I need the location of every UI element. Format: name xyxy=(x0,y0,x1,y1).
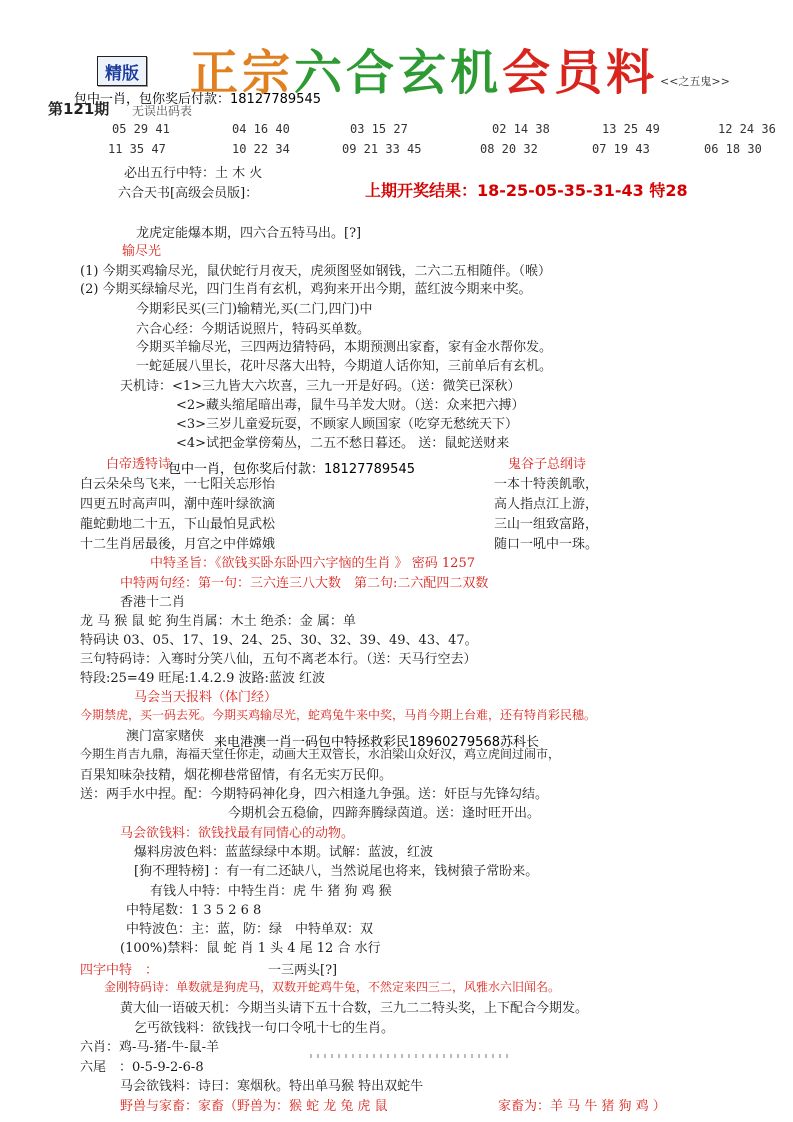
text-line: <3>三岁儿童爱玩耍，不顾家人顾国家（吃穿无愁统天下） xyxy=(176,417,519,432)
text-line: (100%)禁料：鼠 蛇 肖 1 头 4 尾 12 合 水行 xyxy=(120,941,381,956)
title-char: 料 xyxy=(606,45,659,101)
section-heading: 四字中特 ： xyxy=(80,963,159,978)
text-line: 六肖：鸡-马-猪-牛-鼠-羊 xyxy=(80,1040,219,1055)
poem-line: 四更五时高声叫，潮中莲叶绿欲滴 xyxy=(80,497,276,512)
ad-text: 包中一肖，包你奖后付款：18127789545 xyxy=(168,462,415,477)
number-group: 12 24 36 xyxy=(718,122,776,136)
ad-text: 包中一肖，包你奖后付款：18127789545 xyxy=(74,92,321,107)
subtitle: <<之五鬼>> xyxy=(660,75,730,88)
number-group: 09 21 33 45 xyxy=(342,142,422,156)
text-line: 金刚特码诗：单数就是狗虎马，双数开蛇鸡牛兔，不然定来四三二，风雅水六旧闻名。 xyxy=(104,980,561,994)
number-group: 13 25 49 xyxy=(602,122,660,136)
poem-line: 三山一组致富路， xyxy=(494,517,599,532)
text-line: 中特波色：主：蓝，防：绿 中特单双：双 xyxy=(126,922,374,937)
poem-line: 一本十特羡飢歌， xyxy=(494,477,599,492)
text-line: 一蛇延展八里长，花叶尽落大出特，今期道人话你知，三前单后有玄机。 xyxy=(136,359,553,374)
title-char: 玄 xyxy=(398,45,451,101)
number-group: 10 22 34 xyxy=(232,142,290,156)
poem-line: 十二生肖居最後，月宫之中伴嫦娥 xyxy=(80,537,276,552)
text-line: 有钱人中特：中特生肖：虎 牛 猪 狗 鸡 猴 xyxy=(150,884,392,899)
number-group: 02 14 38 xyxy=(492,122,550,136)
section-heading: 白帝透特诗 xyxy=(106,457,172,472)
number-group: 08 20 32 xyxy=(480,142,538,156)
text-line: 特码诀 03、05、17、19、24、25、30、32、39、49、43、47。 xyxy=(80,633,478,648)
text-line: 马会欲钱料：欲钱找最有同情心的动物。 xyxy=(120,826,355,841)
number-grid-row-2 xyxy=(108,142,788,158)
ad-text: 来电港澳一肖一码包中特拯救彩民18960279568苏科长 xyxy=(214,735,539,750)
text-line: 马会欲钱料：诗曰：寒烟秋。特出单马猴 特出双蛇牛 xyxy=(120,1079,424,1094)
section-heading: 输尽光 xyxy=(122,244,162,259)
title-char: 员 xyxy=(554,45,607,101)
text-line: <4>试把金掌傍菊丛，二五不愁日暮还。 送：鼠蛇送财来 xyxy=(176,436,510,451)
text-line: (1) 今期买鸡输尽光，鼠伏蛇行月夜天，虎须图竖如钢钱，二六二五相随伴。（喉） xyxy=(80,264,552,279)
number-group: 11 35 47 xyxy=(108,142,166,156)
divider xyxy=(310,1054,510,1058)
text-line: 中特尾数：1 3 5 2 6 8 xyxy=(126,903,262,918)
text-line: 送：两手水中捏。配：今期特码神化身，四六相逢九争强。送：奸臣与先锋勾结。 xyxy=(80,787,549,802)
text-line: 三句特码诗：入骞时分笑八仙，五句不离老本行。（送：天马行空去） xyxy=(80,652,477,667)
text-line: 爆料房波色料：蓝蓝绿绿中本期。试解：蓝波，红波 xyxy=(134,845,434,860)
poem-line: 龍蛇動地二十五，下山最怕見武松 xyxy=(80,517,276,532)
text-line: 今期机会五稳偷，四蹄奔腾绿茵道。送：逢时旺开出。 xyxy=(228,806,541,821)
text-line: 澳门富家赌侠 xyxy=(126,729,205,744)
text-line: 今期彩民买(三门)输精光,买(二门,四门)中 xyxy=(136,302,373,317)
title-char: 六 xyxy=(294,45,347,101)
edition-badge: 精版 xyxy=(97,56,147,86)
text-line: 天机诗：<1>三九皆大六坎喜，三九一开是好码。（送：微笑已深秋） xyxy=(120,379,521,394)
number-grid-row-1 xyxy=(112,122,792,138)
title-char: 正 xyxy=(190,45,243,101)
text-line: 龙 马 猴 鼠 蛇 狗生肖属：木土 绝杀：金 属：单 xyxy=(80,614,356,629)
tianshu-line: 六合天书[高级会员版]： xyxy=(118,186,259,201)
text-line: (2) 今期买绿输尽光，四门生肖有玄机，鸡狗来开出今期，蓝红波今期来中奖。 xyxy=(80,282,532,297)
text-line: 今期禁虎，买一码去死。今期买鸡输尽光，蛇鸡兔牛来中奖，马肖今期上台难，还有特肖彩民穗。 xyxy=(80,708,597,722)
text-line: 香港十二肖 xyxy=(120,595,186,610)
text-line: 野兽与家畜：家畜（野兽为：猴 蛇 龙 兔 虎 鼠 xyxy=(120,1099,388,1114)
text-line: 中特圣旨：《欲钱买卧东卧四六字恼的生肖 》 密码 1257 xyxy=(150,556,475,571)
section-heading: 鬼谷子总纲诗 xyxy=(508,457,587,472)
longhu-line: 龙虎定能爆本期，四六合五特马出。[?] xyxy=(136,226,362,241)
section-heading: 马会当天报料（体门经） xyxy=(134,690,278,705)
text-line: 六尾 ：0-5-9-2-6-8 xyxy=(80,1060,204,1075)
issue-note: 无误出码表 xyxy=(132,104,193,118)
title-char: 会 xyxy=(502,45,555,101)
text-line: 今期买羊输尽光，三四两边猜特码，本期预测出家畜，家有金水帮你发。 xyxy=(136,340,553,355)
text-line: 中特两句经：第一句：三六连三八大数 第二句:二六配四二双数 xyxy=(120,576,489,591)
number-group: 06 18 30 xyxy=(704,142,762,156)
poem-line: 高人指点江上游， xyxy=(494,497,599,512)
title-char: 宗 xyxy=(242,45,295,101)
last-result: 上期开奖结果：18-25-05-35-31-43 特28 xyxy=(365,181,688,200)
text-line: 黄大仙一语破天机：今期当头请下五十合数，三九二二特头奖，上下配合今期发。 xyxy=(120,1001,589,1016)
title-char: 合 xyxy=(346,45,399,101)
text-line: 六合心经：今期话说照片，特码买单数。 xyxy=(136,322,371,337)
number-group: 03 15 27 xyxy=(350,122,408,136)
text-line: 家畜为：羊 马 牛 猪 狗 鸡 ） xyxy=(498,1099,666,1114)
text-line: 特段:25=49 旺尾:1.4.2.9 波路:蓝波 红波 xyxy=(80,671,325,686)
text-line: 百果知味杂技精，烟花柳巷常留情，有名无实万民仰。 xyxy=(80,768,393,783)
number-group: 04 16 40 xyxy=(232,122,290,136)
wuxing-line: 必出五行中特：土 木 火 xyxy=(124,166,263,181)
poem-line: 随口一吼中一珠。 xyxy=(494,537,599,552)
poem-line: 白云朵朵鸟飞来，一七阳关忘形怡 xyxy=(80,477,276,492)
text-line: <2>藏头缩尾暗出毒，鼠牛马羊发大财。（送：众来把六搏） xyxy=(176,398,525,413)
text-line: 乞丐欲钱料：欲钱找一句口令吼十七的生肖。 xyxy=(134,1021,395,1036)
number-group: 05 29 41 xyxy=(112,122,170,136)
text-line: 一三两头[?] xyxy=(268,963,338,978)
text-line: 今期生肖吉九鼎，海福天堂任你走，动画大王双管长，水泊梁山众好汉，鸡立虎间过闹市， xyxy=(80,747,561,761)
issue-number: 第121期 xyxy=(48,100,110,118)
text-line: [狗不理特榜] ：有一有二还缺八，当然说尾也将来，钱树猿子常盼来。 xyxy=(134,864,539,879)
number-group: 07 19 43 xyxy=(592,142,650,156)
title-char: 机 xyxy=(450,45,503,101)
